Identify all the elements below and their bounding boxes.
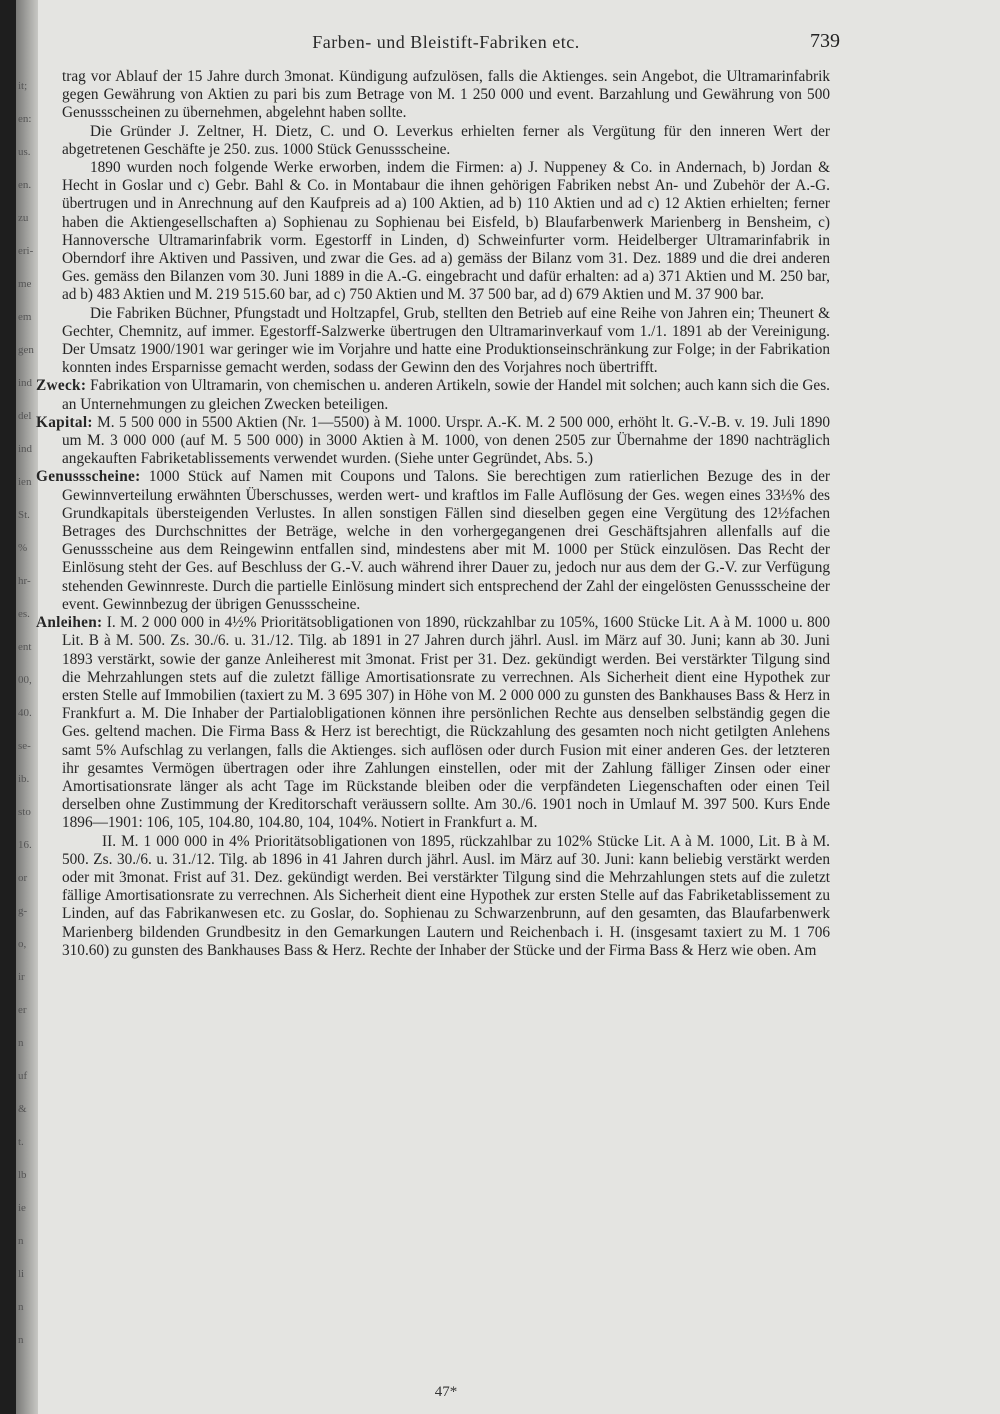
- paragraph-p8: [36, 614, 830, 832]
- gutter-fragment: sto: [18, 806, 31, 818]
- paragraph-text: II. M. 1 000 000 in 4% Prioritätsobligationen von 1895, rückzahlbar zu 102% Stücke Lit. A à M. 1000, Lit. B à M. 500. Zs. 30./6. u. 31./12. Tilg. ab 1896 in 41 Jahren durch jährl. Ausl. im März auf 30. Juni: kann beliebig verstärkt werden oder mit 3monat. Frist auf 31. Dez. gekündigt werden. Bei verstärkter Tilgung sind die Mehrzahlungen stets auf die zuletzt fällige Amortisationsrate zu verrechnen. Als Sicherheit dient eine Hypothek zur ersten Stelle auf das Fabriketablissement zu Linden, auf das Fabrikanwesen etc. zu Goslar, do. Sophienau zu Schwarzenbrunn, auf den gesamten, das Blaufarbenwerk Marienberg bildenden Grundbesitz in den Gemarkungen Lautern und Reichenbach i. H. (insgesamt taxiert zu M. 1 706 310.60) zu gunsten des Bankhauses Bass & Herz. Rechte der Inhaber der Stücke und der Firma Bass & Herz wie oben. Am: [62, 832, 830, 959]
- gutter-fragment: n: [18, 1235, 24, 1247]
- gutter-fragment: St.: [18, 509, 30, 521]
- gutter-fragment: t.: [18, 1136, 24, 1148]
- paragraph-text: 1000 Stück auf Namen mit Coupons und Talons. Sie berechtigen zum ratierlichen Bezuge des in der Gewinnverteilung erwähnten Überschusses, werden wert- und kraftlos im Falle Auflösung der Ges. wegen eines 33⅓% des Grundkapitals übersteigenden Verlustes. In allen sonstigen Fällen sind dieselben gegen eine Vergütung des 12½fachen Betrages des Durchschnittes der Beträge, welche in den vorhergegangenen drei Geschäftsjahren allenfalls auf die Genussscheine aus dem Reingewinn entfallen sind, mindestens aber mit M. 1000 per Stück einzulösen. Das Recht der Einlösung steht der Ges. auf Beschluss der G.-V. auch während ihrer Dauer zu, jedoch nur aus dem der G.-V. zur Verfügung stehenden Gewinnreste. Durch die partielle Einlösung mindert sich entsprechend der Zahl der eingelösten Genussscheine der event. Gewinnbezug der übrigen Genussscheine.: [62, 468, 830, 613]
- scan-binding-edge: [0, 0, 16, 1414]
- gutter-fragment: 00,: [18, 674, 32, 686]
- paragraph-text: I. M. 2 000 000 in 4½% Prioritätsobligationen von 1890, rückzahlbar zu 105%, 1600 Stücke Lit. A à M. 1000 u. 800 Lit. B à M. 500. Zs. 30./6. u. 31./12. Tilg. ab 1891 in 27 Jahren durch jährl. Ausl. im März auf 30. Juni; kann ab 30. Juni 1893 verstärkt, sowie der ganze Anleiherest mit 3monat. Frist per 31. Dez. gekündigt werden. Bei verstärkter Tilgung sind die Mehrzahlungen stets auf die zuletzt fällige Amortisationsrate zu verrechnen. Als Sicherheit dient eine Hypothek zur ersten Stelle auf Immobilien (taxiert zu M. 3 695 307) in Höhe von M. 2 000 000 zu gunsten des Bankhauses Bass & Herz in Frankfurt a. M. Die Inhaber der Partialobligationen können ihre persönlichen Rechte aus denselben selbständig gegen die Ges. geltend machen. Die Firma Bass & Herz ist berechtigt, die Rückzahlung des gesamten noch nicht getilgten Anlehens samt 5% Aufschlag zu verlangen, falls die Aktienges. sich auflösen oder durch Fusion mit einer anderen Ges. der letzteren ihr gesamtes Vermögen übertragen oder ihre Zahlungen einstellen, oder mit der Zahlung fälliger Zinsen oder einer Amortisationsrate länger als acht Tage im Rückstande bleiben oder die verpfändeten Liegenschaften oder einen Teil derselben ohne Zustimmung der Kreditorschaft veräussern sollte. Am 30./6. 1901 noch in Umlauf M. 397 500. Kurs Ende 1896—1901: 106, 105, 104.80, 104.80, 104, 104%. Notiert in Frankfurt a. M.: [62, 614, 830, 832]
- paragraph-p1: [62, 68, 830, 123]
- gutter-fragment: uf: [18, 1070, 28, 1082]
- paragraph-text: M. 5 500 000 in 5500 Aktien (Nr. 1—5500) à M. 1000. Urspr. A.-K. M. 2 500 000, erhöht lt. G.-V.-B. v. 19. Juli 1890 um M. 3 000 000 (auf M. 5 500 000) in 3000 Aktien à M. 1000, von denen 2505 zur Übernahme der 1890 nachträglich angekauften Fabriketablissements verwendet wurden. (Siehe unter Gegründet, Abs. 5.): [62, 413, 830, 468]
- section-label: Genussscheine:: [36, 468, 141, 486]
- gutter-fragment: ind: [18, 443, 33, 455]
- gutter-fragment: ind: [18, 377, 33, 389]
- paragraph-p4: [62, 305, 830, 378]
- section-label: Anleihen:: [36, 614, 103, 632]
- paragraph-p5: [36, 377, 831, 413]
- paragraph-text: Die Fabriken Büchner, Pfungstadt und Holtzapfel, Grub, stellten den Betrieb auf eine Reihe von Jahren ein; Theunert & Gechter, Chemnitz, auf immer. Egestorff-Salzwerke übertrugen den Ultramarinverkauf vom 1./1. 1891 ab der Vereinigung. Der Umsatz 1900/1901 war geringer wie im Vorjahre und hatte eine Produktionseinschränkung zur Folge; in der Fabrikation konnten indes Ersparnisse gemacht werden, sodass der Gewinn den des Vorjahres noch übertrifft.: [62, 304, 830, 377]
- paragraph-p7: [36, 468, 830, 614]
- gutter-fragment: n: [18, 1037, 24, 1049]
- adjacent-page-fragments: [16, 0, 40, 1414]
- gutter-fragment: er: [18, 1004, 27, 1016]
- gutter-fragment: n: [18, 1334, 24, 1346]
- gutter-fragment: eri-: [18, 245, 34, 257]
- gutter-fragment: it;: [18, 80, 28, 92]
- gutter-fragment: li: [18, 1268, 25, 1280]
- paragraph-text: Fabrikation von Ultramarin, von chemischen u. anderen Artikeln, sowie der Handel mit solchen; auch kann sich die Ges. an Unternehmungen zu gleichen Zwecken beteiligen.: [62, 377, 831, 413]
- gutter-fragment: en:: [18, 113, 32, 125]
- gutter-fragment: us.: [18, 146, 31, 158]
- gutter-fragment: del: [18, 410, 32, 422]
- paragraph-p3: [62, 159, 830, 305]
- gutter-fragment: ien: [18, 476, 32, 488]
- section-label: Zweck:: [36, 377, 87, 395]
- gutter-fragment: es.: [18, 608, 30, 620]
- gutter-fragment: 16.: [18, 839, 32, 851]
- gutter-fragment: se-: [18, 740, 31, 752]
- signature-mark: 47*: [434, 1384, 458, 1400]
- gutter-fragment: ir: [18, 971, 25, 983]
- gutter-fragment: zu: [18, 212, 29, 224]
- page-header: [62, 30, 840, 58]
- gutter-fragment: %: [18, 542, 28, 554]
- gutter-fragment: ib.: [18, 773, 30, 785]
- gutter-fragment: &: [18, 1103, 27, 1115]
- gutter-fragment: gen: [18, 344, 34, 356]
- gutter-fragment: o,: [18, 938, 27, 950]
- paragraph-text: trag vor Ablauf der 15 Jahre durch 3monat. Kündigung aufzulösen, falls die Aktienges. sein Angebot, die Ultramarinfabrik gegen Gewährung von Aktien zu pari bis zum Betrage von M. 1 250 000 und event. Barzahlung und Gewährung von 500 Genussscheinen zu übernehmen, abgelehnt haben sollte.: [62, 68, 830, 122]
- gutter-fragment: ie: [18, 1202, 26, 1214]
- gutter-fragment: or: [18, 872, 28, 884]
- gutter-fragment: g-: [18, 905, 28, 917]
- paragraph-p9: [62, 833, 830, 960]
- gutter-fragment: 40.: [18, 707, 32, 719]
- gutter-fragment: en.: [18, 179, 32, 191]
- running-title: Farben- und Bleistift-Fabriken etc.: [312, 32, 580, 52]
- paragraph-text: Die Gründer J. Zeltner, H. Dietz, C. und O. Leverkus erhielten ferner als Vergütung für den inneren Wert der abgetretenen Geschäfte je 250. zus. 1000 Stück Genussscheine.: [62, 122, 830, 158]
- gutter-fragment: hr-: [18, 575, 31, 587]
- gutter-fragment: em: [18, 311, 32, 323]
- paragraph-text: 1890 wurden noch folgende Werke erworben, indem die Firmen: a) J. Nuppeney & Co. in Andernach, b) Jordan & Hecht in Goslar und c) Gebr. Bahl & Co. in Montabaur die ihnen gehörigen Fabriken nebst An- und Zubehör der A.-G. übertrugen und in Anrechnung auf den Kaufpreis ad a) 100 Aktien, ad b) 110 Aktien und ad c) 12 Aktien erhielten; ferner haben die Aktiengesellschaften a) Sophienau zu Sophienau bei Eisfeld, b) Blaufarbenwerk Marienberg in Bensheim, c) Hannoversche Ultramarinfabrik vorm. Egestorff in Linden, d) Schweinfurter vorm. Heidelberger Ultramarinfabrik in Oberndorf ihre Aktiven und Passiven, und zwar die Ges. ad a) gemäss der Bilanz vom 31. Dez. 1889 und die drei anderen Ges. gemäss den Bilanzen vom 30. Juni 1889 in die A.-G. eingebracht und dafür erhalten: ad a) 371 Aktien und M. 250 bar, ad b) 483 Aktien und M. 219 515.60 bar, ad c) 750 Aktien und M. 37 500 bar, ad d) 679 Aktien und M. 37 900 bar.: [62, 159, 830, 304]
- paragraph-p2: [62, 123, 830, 159]
- section-label: Kapital:: [36, 413, 93, 431]
- gutter-fragment: me: [18, 278, 32, 290]
- page-number: 739: [810, 30, 840, 52]
- gutter-fragment: ent: [18, 641, 32, 653]
- paragraph-p6: [36, 413, 830, 469]
- body-text: [36, 68, 831, 960]
- gutter-fragment: lb: [18, 1169, 27, 1181]
- gutter-fragment: n: [18, 1301, 24, 1313]
